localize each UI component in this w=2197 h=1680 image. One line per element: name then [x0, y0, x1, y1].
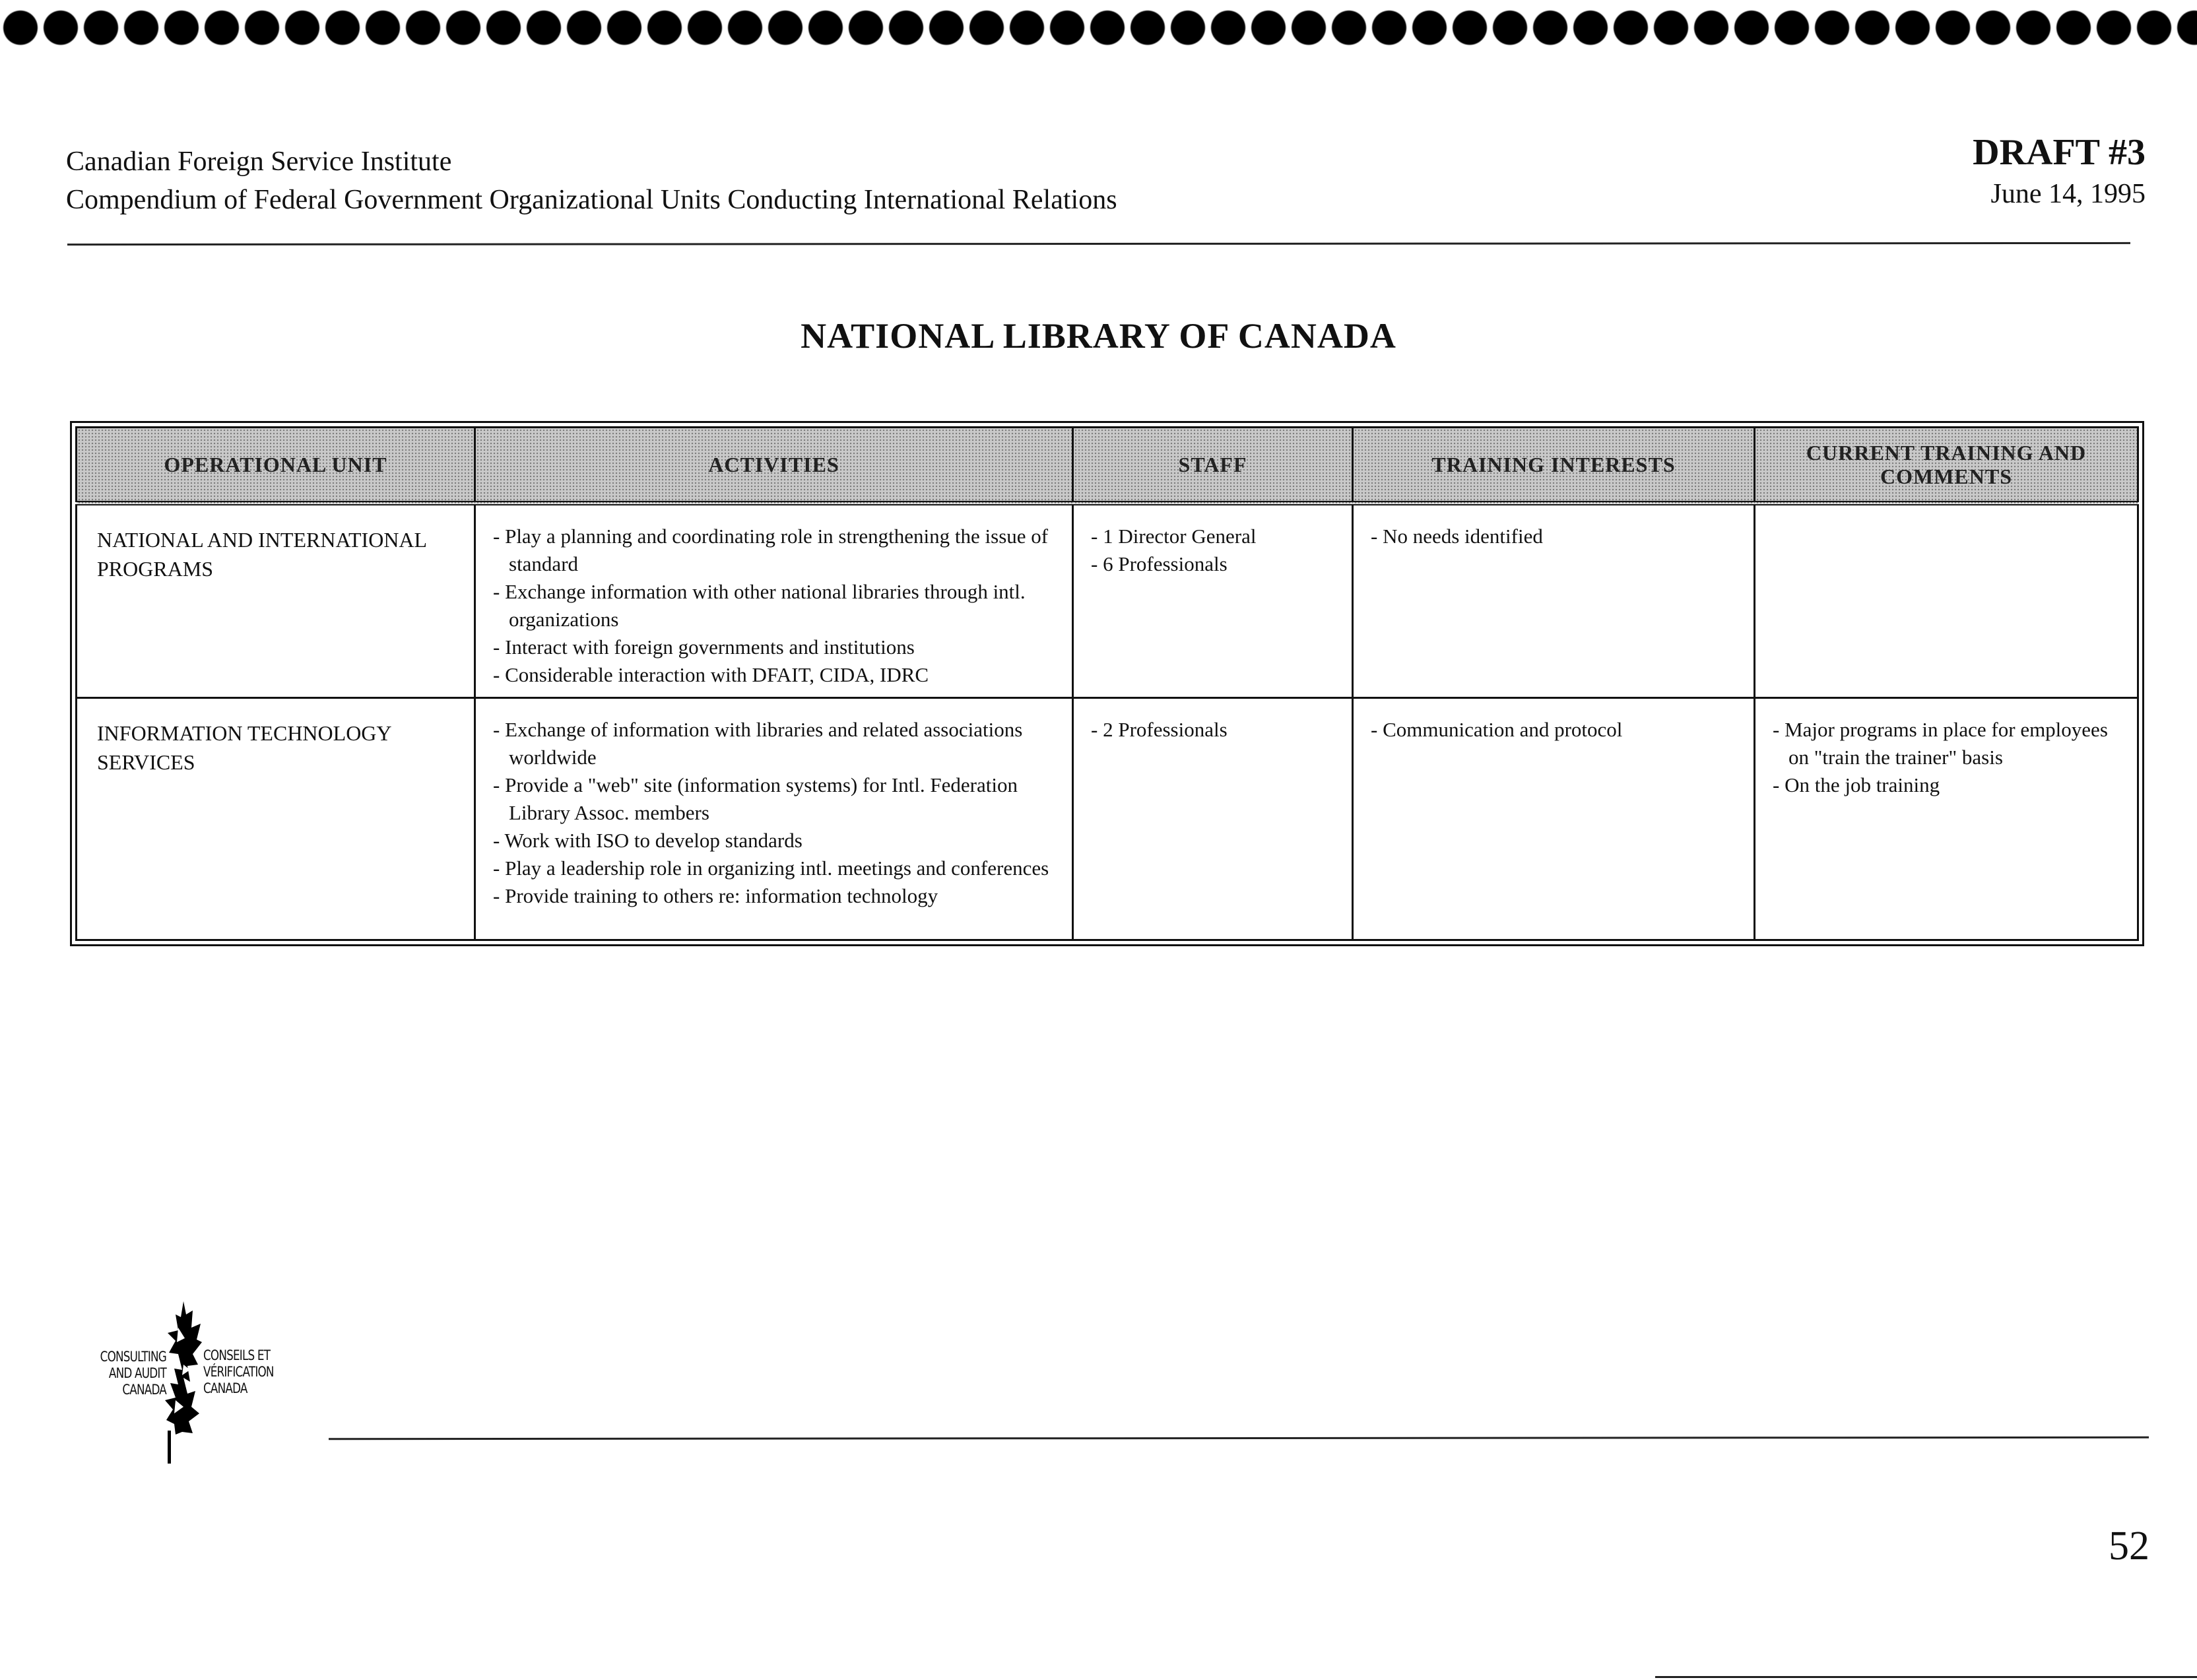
header-divider [67, 242, 2130, 245]
page-number: 52 [2109, 1524, 2149, 1568]
list-item: - On the job training [1773, 773, 1940, 796]
units-table-frame [70, 421, 2144, 946]
page-title: NATIONAL LIBRARY OF CANADA [801, 316, 1396, 356]
column-header-activities: ACTIVITIES [475, 428, 1073, 503]
consulting-audit-canada-logo [84, 1301, 296, 1464]
list-item: - No needs identified [1371, 525, 1543, 548]
organization-name: Canadian Foreign Service Institute [66, 146, 452, 177]
operational-unit-cell: NATIONAL AND INTERNATIONAL PROGRAMS [77, 503, 475, 698]
list-item: - 6 Professionals [1091, 552, 1228, 575]
activities-cell [475, 698, 1073, 940]
list-item: - 1 Director General [1091, 525, 1257, 548]
document-subtitle: Compendium of Federal Government Organizational Units Conducting International Relations [66, 185, 1117, 215]
draft-label: DRAFT #3 [1973, 132, 2146, 173]
draft-info [1973, 129, 2146, 212]
current-training-cell [1755, 503, 2138, 698]
list-item: - 2 Professionals [1091, 718, 1228, 741]
document-header [66, 143, 1117, 219]
table-row [77, 503, 2138, 698]
column-header-operational-unit: OPERATIONAL UNIT [77, 428, 475, 503]
list-item: - Major programs in place for employees on "train the trainer" basis [1773, 718, 2108, 769]
units-table [75, 426, 2139, 941]
list-item: - Work with ISO to develop standards [493, 829, 803, 852]
page-edge-line [1655, 1676, 2197, 1678]
column-header-current-training: CURRENT TRAINING AND COMMENTS [1755, 428, 2138, 503]
column-header-staff: STAFF [1073, 428, 1353, 503]
logo-text-french: CONSEILS ET VÉRIFICATION CANADA [203, 1347, 274, 1396]
list-item: - Interact with foreign governments and institutions [493, 635, 915, 659]
list-item: - Exchange information with other national libraries through intl. organizations [493, 580, 1026, 631]
training-interests-cell [1353, 698, 1755, 940]
current-training-cell [1755, 698, 2138, 940]
column-header-training-interests: TRAINING INTERESTS [1353, 428, 1755, 503]
list-item: - Provide training to others re: information technology [493, 884, 938, 907]
list-item: - Provide a "web" site (information systems) for Intl. Federation Library Assoc. members [493, 773, 1018, 824]
staff-cell [1073, 698, 1353, 940]
activities-cell [475, 503, 1073, 698]
binder-holes [0, 7, 2197, 49]
staff-cell [1073, 503, 1353, 698]
table-row [77, 698, 2138, 940]
list-item: - Communication and protocol [1371, 718, 1623, 741]
list-item: - Exchange of information with libraries and related associations worldwide [493, 718, 1023, 769]
maple-leaf-icon [164, 1301, 203, 1464]
operational-unit-cell: INFORMATION TECHNOLOGY SERVICES [77, 698, 475, 940]
draft-date: June 14, 1995 [1990, 179, 2146, 209]
list-item: - Play a planning and coordinating role in strengthening the issue of standard [493, 525, 1049, 575]
logo-text-english: CONSULTING AND AUDIT CANADA [100, 1349, 166, 1398]
table-header-row [77, 428, 2138, 503]
list-item: - Play a leadership role in organizing intl. meetings and conferences [493, 856, 1049, 880]
footer-divider [329, 1437, 2149, 1440]
training-interests-cell [1353, 503, 1755, 698]
list-item: - Considerable interaction with DFAIT, CIDA, IDRC [493, 663, 929, 686]
